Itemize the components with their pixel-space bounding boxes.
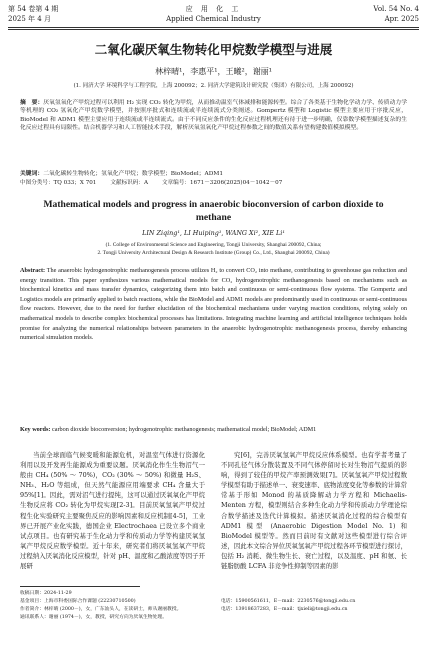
english-keywords-label: Key words:	[20, 426, 51, 433]
footnote-contact-phone: 电话：13918637283，E－mail：tjxieli@tongji.edu.cn	[221, 607, 348, 612]
body-text-left: 当前全球面临气候变暖和能源危机，对温室气体进行资源化利用以及开发再生能源成为重要议题。厌氧消化作生生物沼气一般由 CH₄ (50% ～ 70%)，CO₂ (30% ～ 50%) 和微量 H₂S、NH₃、H₂O 等组成，但天然气能源应用端要求 CH₄ 含量大于 95%[1]。因此，需对沼气进行提纯，这可以通过厌氧氧化产甲烷生物反应将 CO₂ 转化为甲烷实现[2-3]。目前厌氧氢氧产甲烷过程生化实验研究主要聚焦反应的影响因素和反应机制[4-5]，工业界已开展产业化实践，德国企业 Electrochaea 已设立多个商业试点项目。也有研究基于生化动力学和传质动力学等构建厌氧氢氧产甲烷反应数学模型。近十年来，研究者们将厌氧氢氧产甲烷过程纳入厌氧消化反应模型，针对 pH、温度和乙酸浓度等因子开展研	[20, 451, 205, 571]
chinese-abstract-text: 厌氧氢氧化产甲烷过程可以利用 H₂ 实现 CO₂ 转化为甲烷，从而推动温室气体减排和能源转型。综合了各类基于生物化学动力学、传质动力学等机理的 CO₂ 氢氧化产甲烷数学模型，并按照序批式和连续流或半连续流式分类阐述。Gompertz 模型和 Logistic 模型主要应用于序批反应，BioModel 和 ADM1 模型主要应用于连续流或半连续流式。由于不同反应条件的生化反应过程机理还有待于进一步明确，仅靠数学模型描述复杂的生化反应过程具有局限性。结合机器学习和人工智能技术手段，解析厌氧氢氧化产甲烷过程参数之间的数值关系有望构建数值模拟模型。	[20, 100, 407, 132]
clc-number: 中图分类号：TQ 033；X 701	[20, 180, 97, 186]
english-affiliation-2: 2. Tongji University Architectural Design & Research Institute (Group) Co., Ltd., Shanghai 200092, China)	[97, 250, 330, 256]
english-abstract-label: Abstract:	[20, 267, 46, 274]
footnote-rule	[20, 586, 140, 587]
body-text-right: 究[6]，完善厌氧氢氧产甲烷反应体系模型。也有学者考量了不同孔径气体分散装置及不同气体停留时长对生物沼气提质的影响，得到了较佳的甲烷产率预测效果[7]。厌氧氢氧产甲烷过程数学模型有助于描述单一、衰变速率、底物浓度变化等参数的计算常常基于形如 Monod 的基质降解动力学方程和 Michaelis-Menten 方程，模型则结合多种生化动力学和传质动力学理论综合数学描述及迭代计算模拟。描述厌氧消化过程的综合模型有 ADM1 模型 (Anaerobic Digestion Model No. 1) 和 BioModel 模型等。然而目前时有文献对这些模型进行综合评述，因此本文综合异位厌氧氢氧产甲烷过程各环节模型进行探讨，包括 H₂ 消耗、微生物生长、衰亡过程，以及温度、pH 和氨、长链脂肪酸 LCFA 非竞争性抑制等因素的影	[221, 451, 407, 571]
classification-line	[20, 179, 407, 187]
english-title: Mathematical models and progress in anaerobic bioconversion of carbon dioxide to methane	[43, 199, 384, 223]
chinese-keywords-label: 关键词：	[20, 171, 44, 177]
header-rule	[8, 27, 419, 28]
date-en: Apr. 2025	[384, 15, 419, 23]
footnote-contact: 通讯联系人：谢丽 (1974－)，女，教授，研究方向为厌氧生物处理。	[20, 615, 167, 620]
english-abstract-text: The anaerobic hydrogenotrophic methanogenesis process utilizes H₂ to convert CO₂ into methane, contributing to greenhouse gas reduction and energy transition. This paper synthesizes various mathematical models for CO₂ hydrogenotrophic methanogenesis based on mechanisms such as biochemical kinetics and mass transfer dynamics, categorizing them into batch and continuous or semi-continuous flow systems. The Gompertz and Logistics models are primarily applied to batch reactions, while the BioModel and ADM1 models are predominantly used in continuous or semi-continuous flow reactors. However, due to the need for further elucidation of the biochemical mechanisms under varying reaction conditions, relying solely on mathematical models to describe complex biochemical processes has limitations. Integrating machine learning and artificial intelligence techniques holds promise for analyzing the numerical relationships between parameters in the anaerobic hydrogenotrophic methanogenesis process, thereby enhancing numerical simulation models.	[20, 267, 407, 342]
english-affiliation-1: (1. College of Environmental Science and Engineering, Tongji University, Shanghai 200092, China;	[105, 242, 322, 248]
volume-en: Vol. 54 No. 4	[373, 5, 419, 13]
chinese-authors: 林梓晴¹，李惠平¹，王曦²，谢丽¹	[155, 67, 272, 76]
english-keywords-text: carbon dioxide bioconversion; hydrogenotrophic methanogenesis; mathematical model; BioModel; ADM1	[51, 426, 317, 433]
footnote-author-phone: 电话：15900561611，E－mail：2230576@tongji.edu.cn	[221, 599, 356, 604]
volume-cn: 第 54 卷第 4 期	[8, 5, 59, 13]
chinese-affiliation: (1. 同济大学 环境科学与工程学院，上海 200092；2. 同济大学建筑设计研究院（集团）有限公司，上海 200092)	[73, 83, 354, 89]
chinese-keywords-text: 二氧化碳转生物转化；氢氧化产甲烷；数学模型；BioModel；ADM1	[43, 171, 224, 177]
english-affiliation	[20, 241, 407, 257]
journal-cn: 应 用 化 工	[185, 5, 242, 13]
header-rule-thin	[8, 29, 419, 30]
footnote-author: 作者简介：林梓晴 (2000－)，女，广东汕头人，在读研士，师从谢丽教授。	[20, 607, 182, 612]
chinese-abstract-label: 摘 要：	[20, 100, 44, 106]
english-authors: LIN Ziqing¹, LI Huiping¹, WANG Xi², XIE Li¹	[142, 229, 285, 237]
chinese-title: 二氧化碳厌氧生物转化甲烷数学模型与进展	[94, 42, 333, 57]
document-code: 文献标识码：A	[110, 180, 148, 186]
footnote-fund: 基金项目：上海市科委国际合作课题 (22230710500)	[20, 599, 136, 604]
article-number: 文章编号：1671－3206(2025)04－1042－07	[161, 180, 283, 186]
running-header	[8, 4, 419, 26]
date-cn: 2025 年 4 月	[8, 15, 51, 23]
chinese-abstract	[20, 99, 407, 133]
footnote-received: 收稿日期：2024-11-29	[20, 591, 72, 596]
journal-en: Applied Chemical Industry	[166, 15, 261, 23]
chinese-keywords	[20, 170, 407, 178]
english-keywords	[20, 425, 407, 435]
english-abstract	[20, 266, 407, 343]
